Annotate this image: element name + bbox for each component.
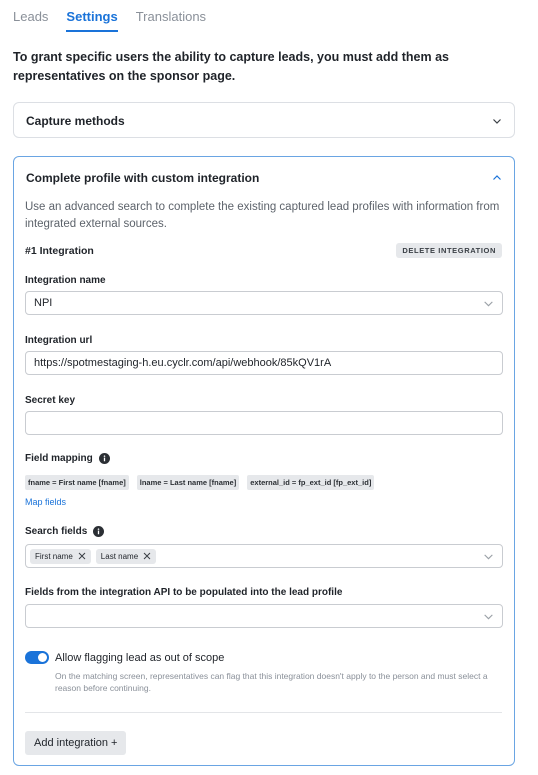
add-integration-button[interactable]: Add integration + bbox=[25, 731, 126, 755]
integration-url-label bbox=[25, 335, 92, 346]
api-fields-label-text: Fields from the integration API to be populated into the lead profile bbox=[25, 587, 343, 598]
field-mapping-list bbox=[25, 475, 374, 490]
tab-translations[interactable]: Translations bbox=[135, 9, 207, 24]
search-field-chip bbox=[96, 549, 156, 564]
chip-label: First name bbox=[35, 551, 73, 561]
mapping-tag: fname = First name [fname] bbox=[25, 475, 129, 490]
chevron-down-icon bbox=[492, 116, 502, 126]
integration-number: #1 Integration bbox=[25, 244, 94, 257]
info-icon[interactable] bbox=[93, 526, 104, 537]
field-mapping-label bbox=[25, 453, 110, 464]
integration-url-value: https://spotmestaging-h.eu.cyclr.com/api/webhook/85kQV1rA bbox=[34, 357, 332, 369]
search-fields-select[interactable] bbox=[25, 544, 503, 568]
chevron-down-icon bbox=[483, 551, 494, 562]
close-icon[interactable] bbox=[143, 552, 151, 560]
integration-url-input[interactable] bbox=[25, 351, 503, 375]
toggle-knob bbox=[38, 653, 47, 662]
integration-description: Use an advanced search to complete the existing captured lead profiles with information from integrated external sources. bbox=[25, 201, 500, 230]
integration-name-select[interactable] bbox=[25, 291, 503, 315]
capture-methods-header[interactable] bbox=[14, 103, 514, 139]
chevron-up-icon bbox=[492, 173, 502, 183]
divider bbox=[25, 712, 502, 713]
mapping-tag: lname = Last name [fname] bbox=[137, 475, 240, 490]
tab-leads[interactable]: Leads bbox=[13, 9, 49, 24]
api-fields-select[interactable] bbox=[25, 604, 503, 628]
field-mapping-label-text: Field mapping bbox=[25, 453, 93, 464]
secret-key-label bbox=[25, 395, 75, 406]
capture-methods-title: Capture methods bbox=[26, 114, 125, 128]
flagging-help-text: On the matching screen, representatives can flag that this integration doesn't apply to the person and must select a reason before continuing. bbox=[55, 671, 488, 693]
integration-row bbox=[25, 243, 502, 258]
chevron-down-icon bbox=[483, 611, 494, 622]
tab-settings[interactable]: Settings bbox=[66, 0, 117, 32]
integration-name-value: NPI bbox=[34, 297, 53, 309]
search-fields-label-text: Search fields bbox=[25, 526, 88, 537]
search-fields-chips bbox=[30, 549, 161, 564]
delete-integration-button[interactable]: DELETE INTEGRATION bbox=[396, 243, 502, 258]
custom-integration-header[interactable] bbox=[14, 157, 514, 199]
integration-name-label-text: Integration name bbox=[25, 275, 106, 286]
search-field-chip bbox=[30, 549, 91, 564]
chip-label: Last name bbox=[100, 551, 139, 561]
info-icon[interactable] bbox=[99, 453, 110, 464]
flagging-toggle[interactable] bbox=[25, 651, 49, 664]
map-fields-link[interactable]: Map fields bbox=[25, 497, 67, 507]
intro-text: To grant specific users the ability to capture leads, you must add them as representatives on the sponsor page. bbox=[13, 50, 449, 83]
custom-integration-section bbox=[13, 156, 515, 766]
custom-integration-title: Complete profile with custom integration bbox=[26, 171, 260, 185]
capture-methods-section bbox=[13, 102, 515, 138]
close-icon[interactable] bbox=[78, 552, 86, 560]
api-fields-label bbox=[25, 587, 342, 598]
chevron-down-icon bbox=[483, 298, 494, 309]
tab-bar bbox=[13, 0, 206, 32]
flagging-toggle-label: Allow flagging lead as out of scope bbox=[55, 652, 225, 664]
search-fields-label bbox=[25, 526, 104, 537]
secret-key-input[interactable] bbox=[25, 411, 503, 435]
mapping-tag: external_id = fp_ext_id [fp_ext_id] bbox=[247, 475, 374, 490]
secret-key-label-text: Secret key bbox=[25, 395, 76, 406]
integration-name-label bbox=[25, 275, 106, 286]
integration-url-label-text: Integration url bbox=[25, 335, 93, 346]
